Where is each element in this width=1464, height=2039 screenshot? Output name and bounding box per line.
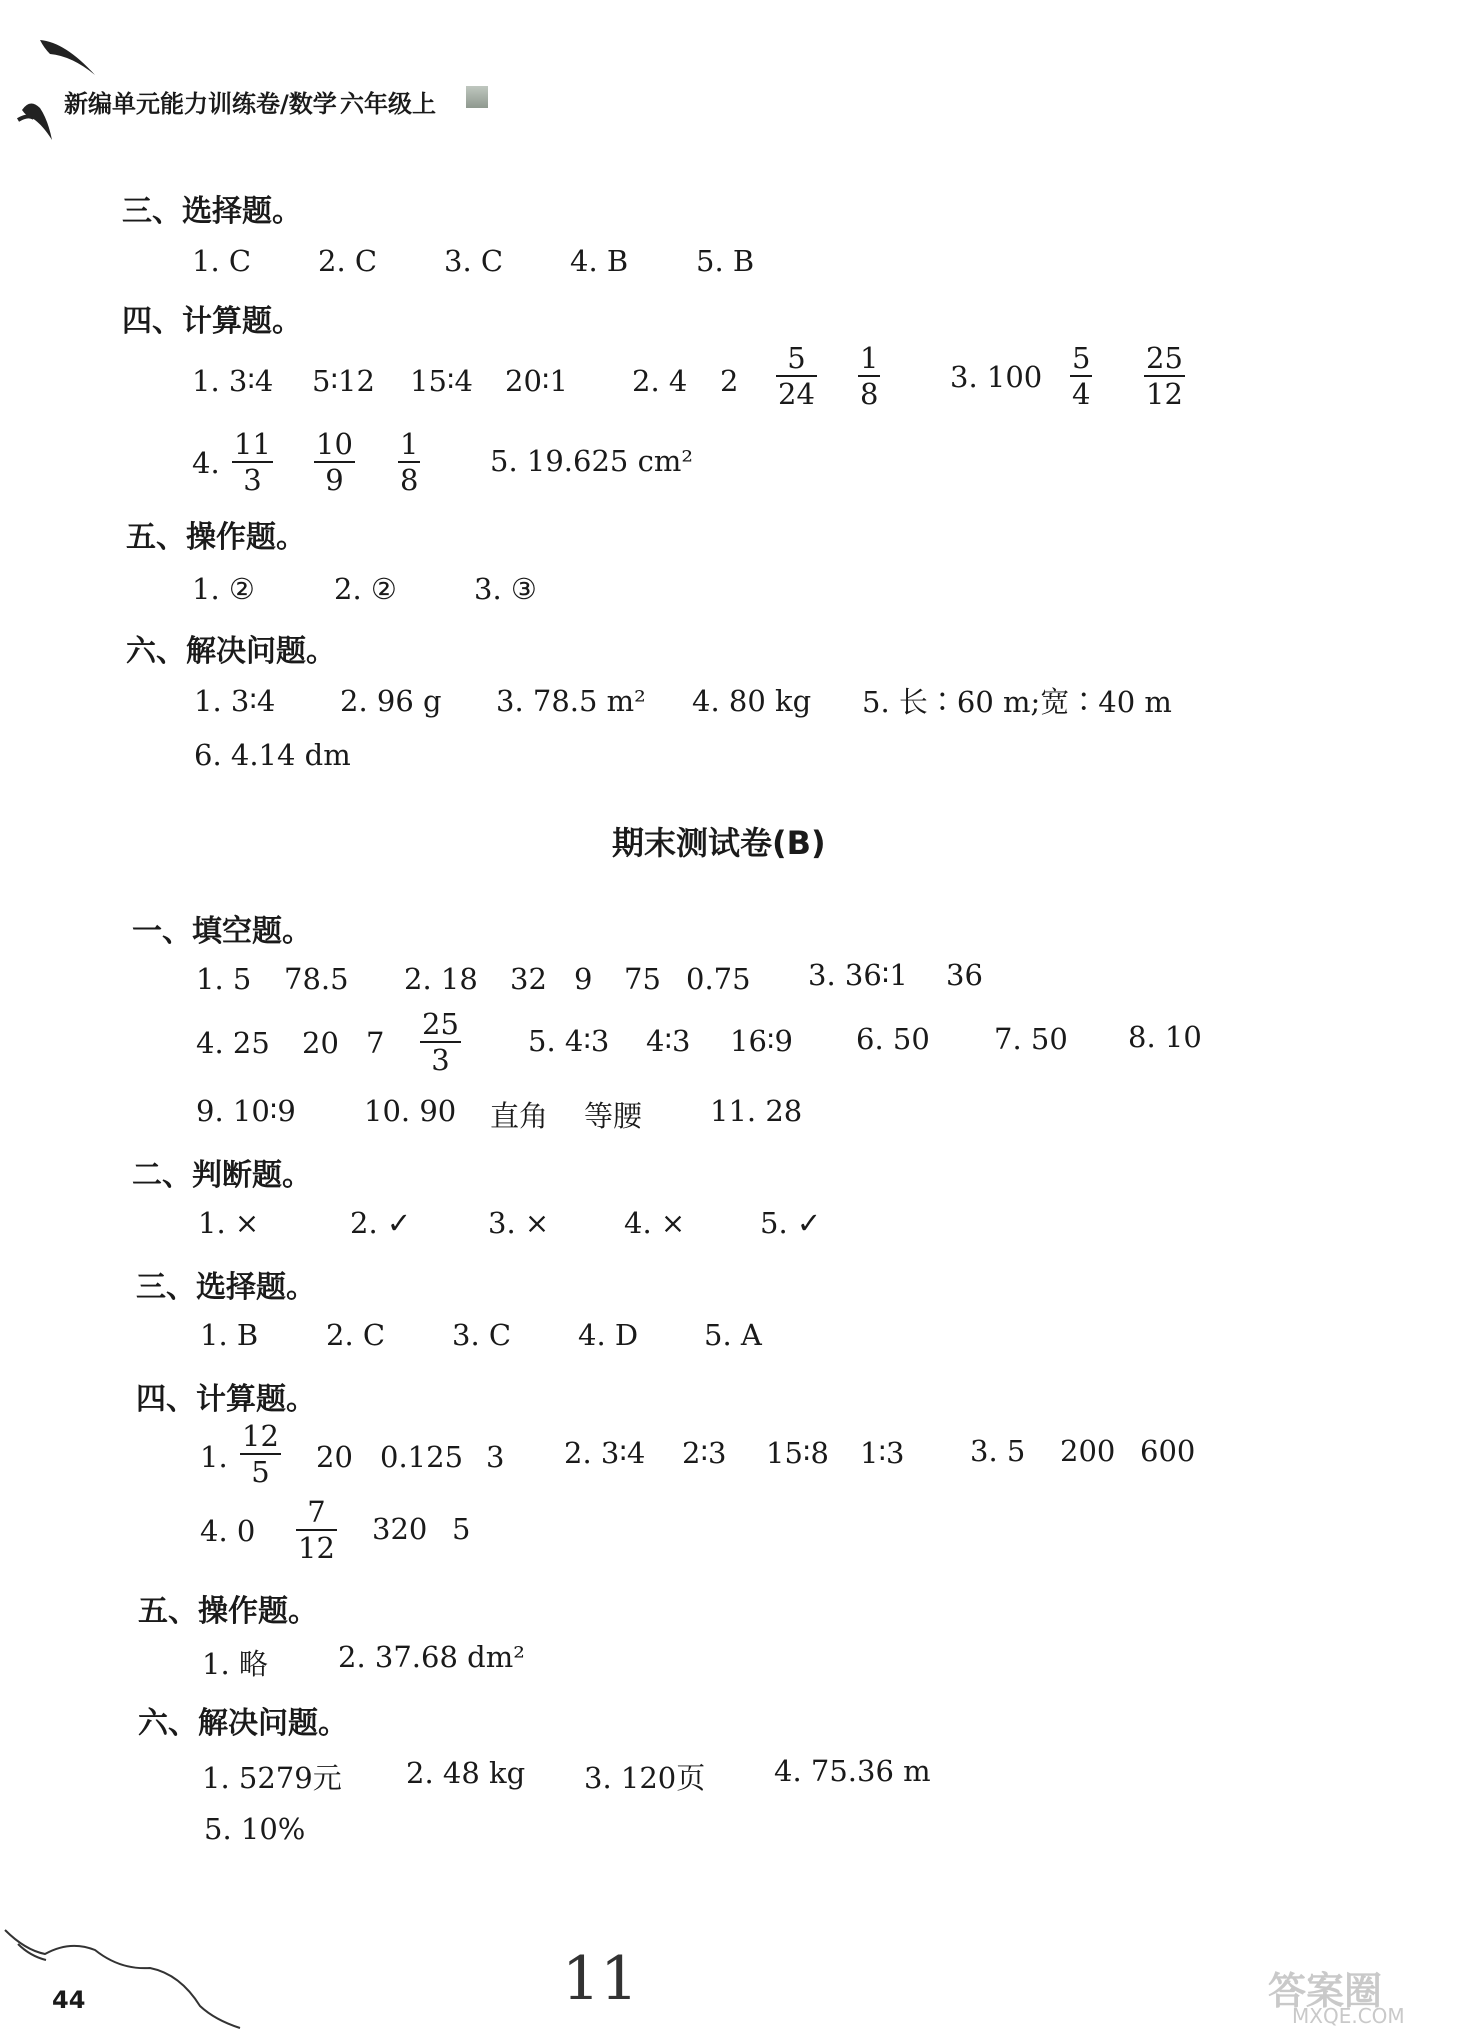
answer-item: 4. 0 — [200, 1514, 256, 1548]
answer-item: 1∶3 — [860, 1436, 905, 1470]
numerator: 7 — [307, 1495, 326, 1529]
answer-item: 200 — [1060, 1434, 1116, 1468]
answer-item: 等腰 — [584, 1099, 643, 1133]
answer-item: 32 — [510, 962, 547, 996]
answer-item: 6. 50 — [856, 1022, 930, 1056]
answer-item: 4. B — [570, 244, 629, 278]
answer-item: 0.125 — [380, 1440, 464, 1474]
answer-item: 3. 36∶1 — [808, 958, 908, 992]
handwritten-mark: 11 — [562, 1944, 639, 2014]
answer-item: 8. 10 — [1128, 1020, 1202, 1054]
section-heading: 五、操作题。 — [126, 520, 306, 555]
section-heading: 三、选择题。 — [122, 194, 302, 229]
numerator: 10 — [316, 427, 353, 461]
answer-item: 4. 75.36 m — [774, 1754, 931, 1788]
answer-item: 1. 5 — [196, 962, 252, 996]
numerator: 5 — [787, 341, 806, 375]
answer-item: 4∶3 — [646, 1024, 691, 1058]
answer-item: 3. × — [488, 1206, 550, 1240]
answer-item: 20 — [316, 1440, 353, 1474]
answer-item: 36 — [946, 958, 983, 992]
answer-item: 1. 3∶4 — [194, 684, 276, 718]
answer-item: 4. 80 kg — [692, 684, 812, 718]
grade-label: 六年级上 — [340, 90, 436, 118]
exam-title: 期末测试卷(B) — [612, 824, 826, 862]
answer-item: 1. ② — [192, 572, 255, 606]
answer-item: 2. 4 — [632, 364, 688, 398]
answer-item: 3. ③ — [474, 572, 537, 606]
answer-item: 5. B — [696, 244, 755, 278]
answer-item: 4. × — [624, 1206, 686, 1240]
denominator: 8 — [400, 463, 419, 497]
answer-item: 直角 — [490, 1099, 549, 1133]
numerator: 5 — [1072, 341, 1091, 375]
section-heading: 四、计算题。 — [136, 1382, 316, 1417]
numerator: 1 — [860, 341, 879, 375]
answer-item: 2 — [720, 364, 739, 398]
denominator: 24 — [778, 377, 815, 411]
answer-item: 5. 10% — [204, 1812, 306, 1846]
answer-item: 2. ② — [334, 572, 397, 606]
answer-item: 5. 4∶3 — [528, 1024, 610, 1058]
section-heading: 一、填空题。 — [132, 914, 312, 949]
answer-item: 2. 48 kg — [406, 1756, 526, 1790]
fraction — [776, 342, 817, 410]
answer-item: 9 — [574, 962, 593, 996]
cloud-decoration-icon — [0, 1910, 260, 2030]
answer-item: 3. C — [452, 1318, 512, 1352]
fraction — [398, 428, 420, 496]
section-heading: 三、选择题。 — [136, 1270, 316, 1305]
answer-item: 7 — [366, 1026, 385, 1060]
answer-item: 2. 3∶4 — [564, 1436, 646, 1470]
answer-item: 320 — [372, 1512, 428, 1546]
answer-item: 20∶1 — [505, 364, 568, 398]
bird-logo-icon — [10, 20, 100, 140]
denominator: 3 — [431, 1043, 450, 1077]
answer-item: 5. 19.625 cm² — [490, 444, 693, 478]
answer-item: 75 — [624, 962, 661, 996]
section-heading: 六、解决问题。 — [138, 1706, 348, 1741]
watermark-logo: 答案圈 — [1268, 1969, 1383, 2013]
book-title: 新编单元能力训练卷/数学 — [64, 90, 337, 118]
fraction — [232, 428, 273, 496]
answer-item: 5. 长∶60 m;宽∶40 m — [862, 685, 1172, 719]
answer-item: 1. 5279元 — [202, 1761, 342, 1795]
answer-item: 3. 78.5 m² — [496, 684, 646, 718]
section-heading: 六、解决问题。 — [126, 634, 336, 669]
fraction — [420, 1008, 461, 1076]
answer-item: 3. C — [444, 244, 504, 278]
denominator: 4 — [1072, 377, 1091, 411]
numerator: 25 — [422, 1007, 459, 1041]
numerator: 12 — [242, 1419, 279, 1453]
answer-item: 2. 18 — [404, 962, 478, 996]
answer-item: 0.75 — [686, 962, 751, 996]
watermark-url: MXQE.COM — [1292, 2004, 1405, 2028]
answer-item: 20 — [302, 1026, 339, 1060]
answer-item: 2. C — [326, 1318, 386, 1352]
denominator: 3 — [243, 463, 262, 497]
denominator: 8 — [860, 377, 879, 411]
answer-item: 3. 100 — [950, 360, 1043, 394]
fraction — [1144, 342, 1185, 410]
answer-item: 2∶3 — [682, 1436, 727, 1470]
answer-item: 7. 50 — [994, 1022, 1068, 1056]
fraction — [858, 342, 880, 410]
answer-item: 1. 略 — [202, 1647, 268, 1681]
answer-item: 1. 3∶4 — [192, 364, 274, 398]
numerator: 25 — [1146, 341, 1183, 375]
answer-item: 16∶9 — [730, 1024, 793, 1058]
answer-item: 4. — [192, 446, 220, 480]
answer-item: 4. 25 — [196, 1026, 270, 1060]
answer-item: 6. 4.14 dm — [194, 738, 351, 772]
fraction — [296, 1496, 337, 1564]
fraction — [1070, 342, 1092, 410]
section-heading: 四、计算题。 — [122, 304, 302, 339]
answer-item: 3 — [486, 1440, 505, 1474]
answer-item: 10. 90 — [364, 1094, 457, 1128]
answer-item: 4. D — [578, 1318, 639, 1352]
answer-item: 600 — [1140, 1434, 1196, 1468]
answer-item: 2. 96 g — [340, 684, 442, 718]
section-heading: 五、操作题。 — [138, 1594, 318, 1629]
page-number: 44 — [52, 1986, 86, 2014]
numerator: 11 — [234, 427, 271, 461]
answer-item: 1. B — [200, 1318, 259, 1352]
answer-item: 1. — [200, 1440, 228, 1474]
denominator: 12 — [1146, 377, 1183, 411]
answer-item: 2. C — [318, 244, 378, 278]
answer-item: 2. ✓ — [350, 1206, 412, 1240]
answer-item: 78.5 — [284, 962, 349, 996]
answer-item: 11. 28 — [710, 1094, 803, 1128]
answer-item: 5. A — [704, 1318, 762, 1352]
answer-item: 3. 5 — [970, 1434, 1026, 1468]
fraction — [240, 1420, 281, 1488]
fraction — [314, 428, 355, 496]
numerator: 1 — [400, 427, 419, 461]
section-heading: 二、判断题。 — [132, 1158, 312, 1193]
header-badge-icon — [466, 86, 488, 108]
answer-item: 1. × — [198, 1206, 260, 1240]
answer-item: 5 — [452, 1512, 471, 1546]
answer-item: 15∶4 — [410, 364, 473, 398]
answer-item: 9. 10∶9 — [196, 1094, 296, 1128]
answer-item: 3. 120页 — [584, 1761, 706, 1795]
answer-item: 1. C — [192, 244, 252, 278]
denominator: 5 — [251, 1455, 270, 1489]
denominator: 9 — [325, 463, 344, 497]
answer-item: 2. 37.68 dm² — [338, 1640, 525, 1674]
answer-item: 5∶12 — [312, 364, 375, 398]
answer-item: 15∶8 — [766, 1436, 829, 1470]
answer-item: 5. ✓ — [760, 1206, 822, 1240]
denominator: 12 — [298, 1531, 335, 1565]
